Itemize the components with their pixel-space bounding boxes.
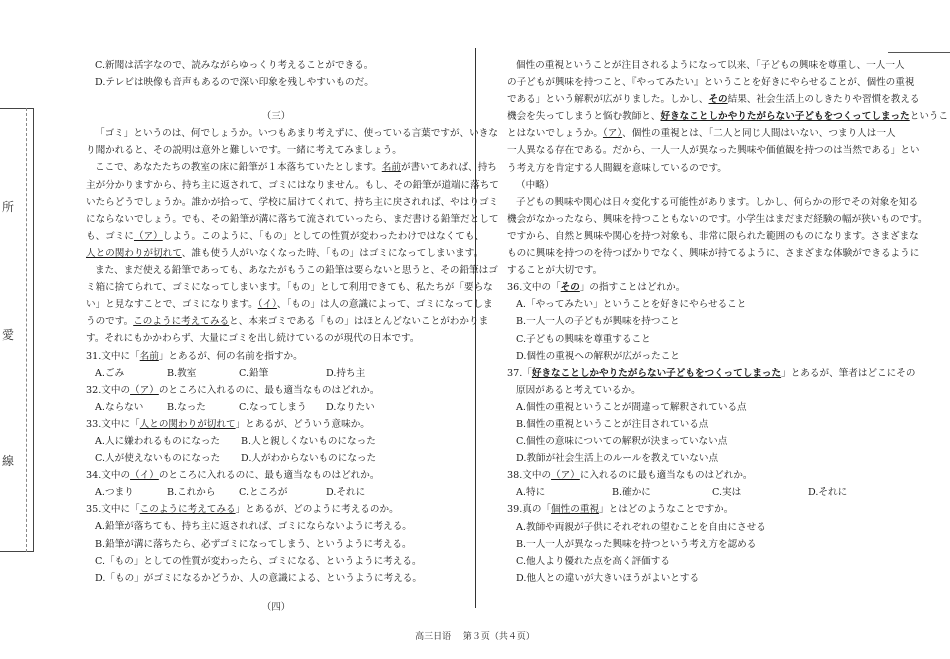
option: B.確かに — [612, 487, 651, 499]
option: A.特に — [516, 487, 546, 499]
option: D.教師が社会生活上のルールを教えていない点 — [516, 453, 719, 465]
binding-margin — [0, 0, 40, 659]
passage-line: 個性の重視ということが注目されるようになって以来、「子どもの興味を尊重し、一人一人 — [516, 60, 905, 71]
option: A.鉛筆が落ちても、持ち主に返されれば、ゴミにならないように考える。 — [95, 521, 412, 533]
page-footer: 高三日语 第３页（共４页） — [415, 632, 535, 642]
passage-line: また、まだ使える鉛筆であっても、あなたがもうこの鉛筆は要らないと思うと、その鉛筆はゴ — [95, 265, 498, 277]
question-33-options — [86, 433, 466, 450]
passage-line: の子どもが興味を持つこと、『やってみたい』ということを好きにやらせることが、個性の重視 — [507, 77, 915, 89]
section-heading-3: （三） — [261, 111, 291, 123]
blank-marker: （ア） — [602, 128, 623, 140]
section-heading-4: （四） — [261, 601, 291, 613]
passage-line: 機会を失ってしまうと悩む教師と、好きなことしかやりたがらない子どもをつくってしまったというこ — [507, 111, 949, 123]
underlined-term: このように考えてみる — [133, 316, 230, 328]
question-38: 38.文中の（ア）に入れるのに最も適当なものはどれか。 — [507, 470, 753, 482]
passage-line: ミ箱に捨てられて、ゴミになってしまいます。「もの」として利用できても、私たちが「要らな — [86, 282, 493, 294]
option: A.ごみ — [95, 367, 125, 379]
option: B.なった — [167, 401, 206, 413]
question-36: 36.文中の「その」の指すことはどれか。 — [507, 282, 686, 294]
passage-line: 一人異なる存在である。だから、一人一人が異なった興味や価値観を持つのは当然である」とい — [507, 145, 920, 157]
question-33-options — [86, 450, 466, 467]
passage-line: い」と見なすことで、ゴミになります。（イ）、「もの」は人の意識によって、ゴミになってしま — [86, 299, 493, 311]
binding-char-1: 所 — [2, 200, 15, 214]
option: B.一人一人が異なった興味を持つという考え方を認める — [516, 538, 757, 550]
question-32-options — [86, 399, 466, 416]
passage-line: ですから、自然と興味や関心を持つ対象も、非常に限られた範囲のものになります。さまざまな — [507, 230, 919, 242]
passage-line: 主が分かりますから、持ち主に返されて、ゴミにはなりません。もし、その鉛筆が道端に落ちて — [86, 179, 499, 191]
question-34-options — [86, 484, 466, 501]
option: C.他人より優れた点を高く評価する — [516, 555, 670, 567]
option: A.人に嫌われるものになった — [95, 435, 221, 447]
prev-option-c: C.新聞は活字なので、読みながらゆっくり考えることができる。 — [95, 60, 374, 71]
passage-line: いたらどうでしょうか。誰かが拾って、学校に届けてくれて、持ち主に戻されれば、やはりゴミ — [86, 196, 499, 208]
option: D.それに — [808, 487, 848, 499]
option: C.子どもの興味を尊重すること — [516, 333, 651, 345]
option: B.教室 — [167, 367, 197, 379]
passage-line: 「ゴミ」というのは、何でしょうか。いつもあまり考えずに、使っている言葉ですが、いきな — [95, 128, 498, 140]
option: D.人がわからないものになった — [241, 453, 377, 465]
right-column — [507, 57, 949, 587]
option: A.「やってみたい」ということを好きにやらせること — [516, 299, 747, 311]
passage-line: である」という解釈が広がりました。しかし、その結果、社会生活上のしきたりや習慣を教える — [507, 94, 920, 106]
option: D.なりたい — [326, 401, 375, 413]
top-right-rule — [888, 52, 950, 53]
option: C.なってしまう — [239, 401, 307, 413]
passage-line: 子どもの興味や関心は日々変化する可能性があります。しかし、何らかの形でその対象を知る — [516, 196, 919, 208]
underlined-term: 人との関わりが切れて — [86, 247, 182, 259]
blank-marker: （イ） — [257, 299, 277, 311]
passage-line: うのです。このように考えてみると、本来ゴミである「もの」はほとんどないことがわかりま — [86, 316, 489, 328]
blank-marker: （ア） — [133, 230, 163, 242]
option: C.ところが — [239, 487, 288, 499]
option: D.「もの」がゴミになるかどうか、人の意識による、というように考える。 — [95, 572, 422, 584]
option: D.個性の重視への解釈が広がったこと — [516, 350, 680, 362]
option: B.一人一人の子どもが興味を持つこと — [516, 316, 680, 328]
option: C.人が使えないものになった — [95, 453, 221, 465]
passage-line: り聞かれると、その説明は意外と難しいです。一緒に考えてみましょう。 — [86, 145, 402, 157]
option: B.鉛筆が溝に落ちたら、必ずゴミになってしまう、というように考える。 — [95, 538, 412, 550]
option: C.実は — [712, 487, 742, 499]
question-37-continuation: 原因があると考えているか。 — [516, 384, 641, 396]
passage-line: することが大切です。 — [507, 265, 603, 277]
option: C.「もの」としての性質が変わったら、ゴミになる、というように考える。 — [95, 555, 422, 567]
option: C.鉛筆 — [239, 367, 269, 379]
underlined-term: その — [708, 94, 728, 106]
question-35: 35.文中に「このように考えてみる」とあるが、どのように考えるのか。 — [86, 504, 399, 516]
option: C.個性の意味についての解釈が決まっていない点 — [516, 436, 728, 448]
option: B.個性の重視ということが注目されている点 — [516, 418, 709, 430]
passage-line: ものに興味を持つのを待つばかりでなく、興味が持てるように、さまざまな体験ができるように — [507, 248, 920, 260]
question-38-options — [507, 484, 907, 501]
passage-line: す。それにもかかわらず、大量にゴミを出し続けているのが現代の日本です。 — [86, 333, 420, 345]
option: D.持ち主 — [326, 367, 366, 379]
omission-marker: （中略） — [516, 179, 555, 191]
question-33: 33.文中に「人との関わりが切れて」とあるが、どういう意味か。 — [86, 418, 370, 430]
underlined-term: 名前 — [381, 162, 401, 174]
passage-line: とはないでしょうか。（ア）、個性の重視とは、「二人と同じ人間はいない、つまり人は一人 — [507, 128, 896, 140]
left-column — [86, 57, 499, 616]
option: A.個性の重視ということが間違って解釈されている点 — [516, 401, 747, 413]
question-32: 32.文中の（ア）のところに入れるのに、最も適当なものはどれか。 — [86, 384, 380, 396]
passage-line: ここで、あなたたちの教室の床に鉛筆が１本落ちていたとします。名前が書いてあれば、持ち — [95, 162, 497, 174]
passage-line: にならないでしょう。でも、その鉛筆が溝に落ちて流されていったら、まだ書ける鉛筆だとして — [86, 213, 499, 225]
question-31: 31.文中に「名前」とあるが、何の名前を指すか。 — [86, 350, 303, 362]
option: D.他人との違いが大きいほうがよいとする — [516, 572, 700, 584]
question-31-options — [86, 365, 466, 382]
option: A.教師や両親が子供にそれぞれの望むことを自由にさせる — [516, 521, 766, 533]
prev-option-d: D.テレビは映像も音声もあるので深い印象を残しやすいものだ。 — [95, 77, 374, 89]
option: A.ならない — [95, 401, 144, 413]
option: B.人と親しくないものになった — [241, 435, 376, 447]
question-39: 39.真の「個性の重視」とはどのようなことですか。 — [507, 504, 734, 516]
passage-line: 機会がなかったなら、興味を持つこともないのです。小学生はまだまだ経験の幅が狭いものです。 — [507, 213, 928, 225]
passage-line: う考え方を肯定する人間観を意味しているのです。 — [507, 162, 727, 174]
passage-line: 人との関わりが切れて、誰も使う人がいなくなった時、「もの」はゴミになってしまいます。 — [86, 247, 484, 259]
underlined-term: 好きなことしかやりたがらない子どもをつくってしまった — [660, 111, 910, 123]
binding-char-2: 愛 — [2, 328, 15, 342]
binding-char-3: 線 — [2, 454, 15, 468]
option: B.これから — [167, 487, 216, 499]
option: D.それに — [326, 487, 366, 499]
binding-dashed-line — [26, 108, 27, 552]
question-34: 34.文中の（イ）のところに入れるのに、最も適当なものはどれか。 — [86, 470, 380, 482]
question-37: 37.「好きなことしかやりたがらない子どもをつくってしまった」とあるが、筆者はどこにその — [507, 367, 916, 379]
option: A.つまり — [95, 487, 134, 499]
passage-line: も、ゴミに（ア）しよう。このように、「もの」としての性質が変わったわけではなくても、 — [86, 230, 485, 242]
